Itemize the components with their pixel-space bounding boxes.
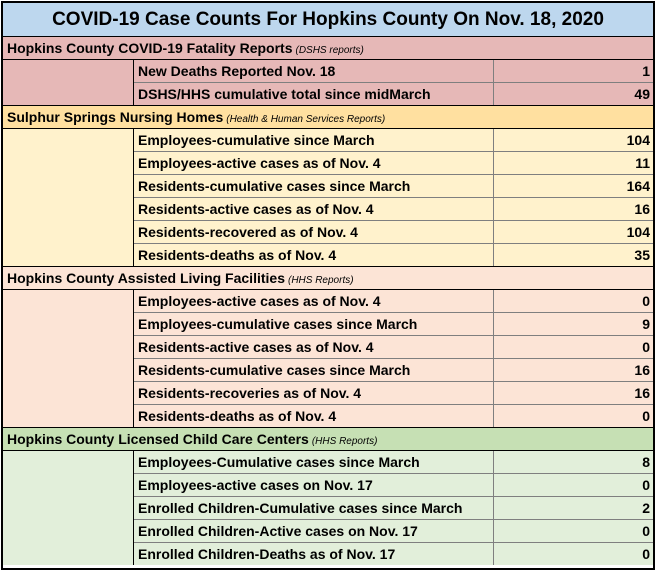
row-value: 0 [642,293,650,309]
section-title: Sulphur Springs Nursing Homes [7,109,224,125]
row-value: 9 [642,316,650,332]
table-row [134,60,653,83]
table-row [134,152,653,175]
section-source: (HHS Reports) [311,436,378,447]
row-value: 0 [642,546,650,562]
row-label: Employees-active cases on Nov. 17 [134,474,494,496]
row-label: Residents-recovered as of Nov. 4 [134,221,494,243]
section-body-assisted-living [3,290,653,428]
row-label: Employees-active cases as of Nov. 4 [134,290,494,312]
table-row [134,244,653,266]
row-label: Residents-cumulative cases since March [134,175,494,197]
row-label: Employees-cumulative since March [134,129,494,151]
row-label: Residents-active cases as of Nov. 4 [134,336,494,358]
indent-cell [3,129,134,266]
row-label: Enrolled Children-Cumulative cases since March [134,497,494,519]
row-value: 104 [626,224,650,240]
table-row [134,175,653,198]
row-value: 16 [634,362,650,378]
table-row [134,474,653,497]
table-row [134,198,653,221]
row-value: 8 [642,454,650,470]
section-source: (DSHS reports) [295,45,364,56]
row-value: 0 [642,477,650,493]
section-body-fatality [3,60,653,106]
row-value: 16 [634,201,650,217]
indent-cell [3,290,134,427]
row-value: 0 [642,523,650,539]
table-title: COVID-19 Case Counts For Hopkins County On Nov. 18, 2020 [3,3,653,37]
row-label: Residents-active cases as of Nov. 4 [134,198,494,220]
row-value: 1 [642,63,650,79]
row-label: Enrolled Children-Active cases on Nov. 17 [134,520,494,542]
row-value: 2 [642,500,650,516]
row-label: Employees-active cases as of Nov. 4 [134,152,494,174]
row-label: New Deaths Reported Nov. 18 [134,60,494,82]
section-body-nursing-homes [3,129,653,267]
table-row [134,290,653,313]
table-row [134,83,653,105]
table-row [134,382,653,405]
row-label: Employees-Cumulative cases since March [134,451,494,473]
table-row [134,451,653,474]
section-header-nursing-homes [3,106,653,129]
row-label: Enrolled Children-Deaths as of Nov. 17 [134,543,494,565]
row-label: Residents-deaths as of Nov. 4 [134,405,494,427]
row-value: 0 [642,339,650,355]
row-label: Residents-deaths as of Nov. 4 [134,244,494,266]
table-row [134,497,653,520]
row-value: 49 [634,86,650,102]
section-body-child-care [3,451,653,565]
section-header-fatality [3,37,653,60]
section-source: (HHS Reports) [287,275,354,286]
table-row [134,359,653,382]
row-value: 11 [635,155,650,171]
row-value: 0 [642,408,650,424]
case-count-table [1,1,655,570]
row-label: Residents-recoveries as of Nov. 4 [134,382,494,404]
section-title: Hopkins County Assisted Living Facilities [7,270,285,286]
table-row [134,543,653,565]
row-value: 164 [626,178,650,194]
row-label: Residents-cumulative cases since March [134,359,494,381]
table-row [134,520,653,543]
section-title: Hopkins County Licensed Child Care Centers [7,431,309,447]
section-source: (Health & Human Services Reports) [226,114,386,125]
table-row [134,221,653,244]
table-row [134,405,653,427]
table-row [134,313,653,336]
row-value: 35 [634,247,650,263]
section-header-child-care [3,428,653,451]
section-title: Hopkins County COVID-19 Fatality Reports [7,40,293,56]
table-row [134,336,653,359]
indent-cell [3,451,134,565]
indent-cell [3,60,134,105]
row-value: 16 [634,385,650,401]
row-value: 104 [626,132,650,148]
row-label: DSHS/HHS cumulative total since midMarch [134,83,494,105]
table-row [134,129,653,152]
section-header-assisted-living [3,267,653,290]
row-label: Employees-cumulative cases since March [134,313,494,335]
